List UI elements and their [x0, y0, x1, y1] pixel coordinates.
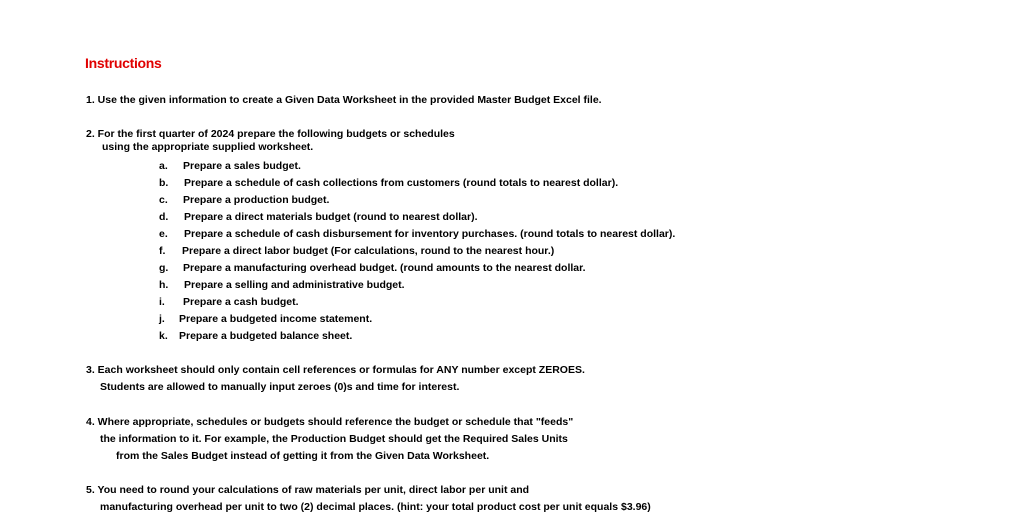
instruction-4-line-1: 4. Where appropriate, schedules or budgets should reference the budget or schedule that "feeds"	[86, 416, 574, 428]
sub-item-label: i.	[159, 296, 165, 308]
instruction-4-line-2: the information to it. For example, the Production Budget should get the Required Sales Units	[100, 433, 568, 445]
sub-item-text: Prepare a sales budget.	[183, 160, 301, 172]
sub-item-text: Prepare a budgeted income statement.	[179, 313, 373, 325]
sub-item-text: Prepare a schedule of cash collections from customers (round totals to nearest dollar).	[184, 177, 619, 189]
sub-item-label: c.	[159, 194, 168, 206]
instruction-5-line-2: manufacturing overhead per unit to two (2) decimal places. (hint: your total product cost per unit equals $3.96)	[100, 501, 651, 513]
sub-item-h	[159, 279, 405, 292]
sub-item-label: k.	[159, 330, 168, 342]
instruction-3-line-2: Students are allowed to manually input zeroes (0)s and time for interest.	[100, 381, 460, 393]
instruction-3-line-1: 3. Each worksheet should only contain cell references or formulas for ANY number except ZEROES.	[86, 364, 585, 376]
sub-item-text: Prepare a direct materials budget (round to nearest dollar).	[184, 211, 478, 223]
sub-item-label: a.	[159, 160, 168, 172]
sub-item-f	[159, 245, 554, 258]
sub-item-text: Prepare a manufacturing overhead budget. (round amounts to the nearest dollar.	[183, 262, 586, 274]
instruction-4-line-3: from the Sales Budget instead of getting it from the Given Data Worksheet.	[116, 450, 490, 462]
sub-item-text: Prepare a budgeted balance sheet.	[179, 330, 353, 342]
instructions-heading: Instructions	[85, 55, 162, 71]
sub-item-label: j.	[159, 313, 165, 325]
instruction-5-line-1: 5. You need to round your calculations of raw materials per unit, direct labor per unit and	[86, 484, 530, 496]
sub-item-label: e.	[159, 228, 168, 240]
sub-item-j	[159, 313, 372, 326]
instruction-2-line-2: using the appropriate supplied worksheet.	[102, 141, 314, 153]
sub-item-text: Prepare a production budget.	[183, 194, 330, 206]
sub-item-text: Prepare a schedule of cash disbursement for inventory purchases. (round totals to nearest dollar).	[184, 228, 676, 240]
sub-item-label: f.	[159, 245, 166, 257]
sub-item-text: Prepare a cash budget.	[183, 296, 299, 308]
instruction-1: 1. Use the given information to create a Given Data Worksheet in the provided Master Budget Excel file.	[86, 94, 602, 106]
sub-item-g	[159, 262, 586, 275]
sub-item-label: h.	[159, 279, 169, 291]
sub-item-a	[159, 160, 301, 173]
sub-item-c	[159, 194, 329, 207]
sub-item-k	[159, 330, 352, 343]
sub-item-text: Prepare a direct labor budget (For calculations, round to the nearest hour.)	[182, 245, 555, 257]
sub-item-b	[159, 177, 618, 190]
sub-item-label: b.	[159, 177, 169, 189]
sub-item-label: d.	[159, 211, 169, 223]
sub-item-e	[159, 228, 675, 241]
sub-item-text: Prepare a selling and administrative budget.	[184, 279, 405, 291]
sub-item-d	[159, 211, 478, 224]
sub-item-i	[159, 296, 299, 309]
instruction-2-line-1: 2. For the first quarter of 2024 prepare the following budgets or schedules	[86, 128, 455, 140]
sub-item-label: g.	[159, 262, 169, 274]
